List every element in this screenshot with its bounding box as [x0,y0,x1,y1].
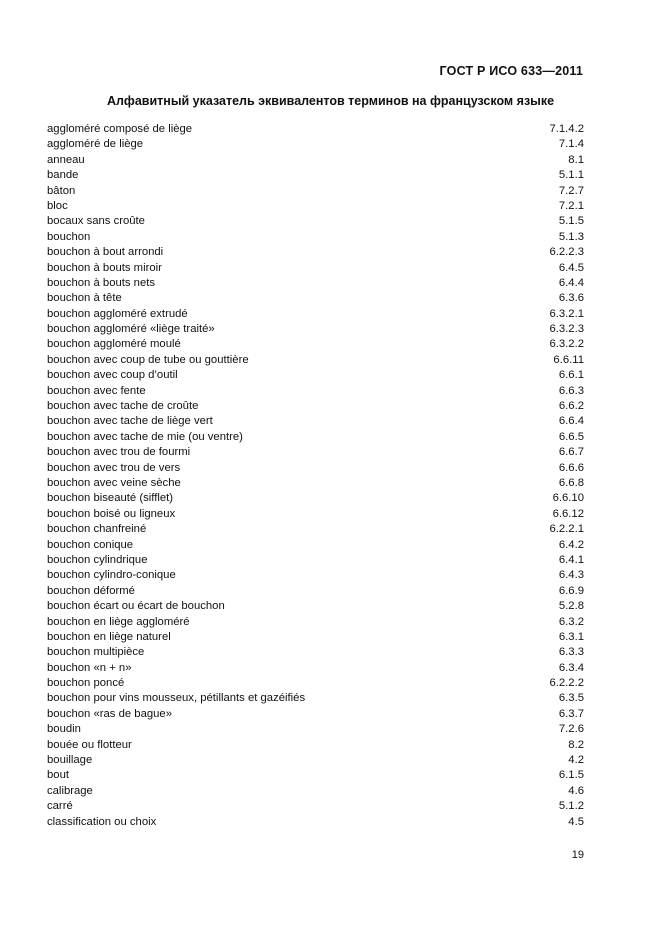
index-entry [47,245,584,260]
index-entry [47,399,584,414]
entry-term: bande [47,169,79,182]
index-entry [47,630,584,645]
index-title: Алфавитный указатель эквивалентов терминов на французском языке [106,94,555,108]
index-entry [47,507,584,522]
entry-reference: 6.3.4 [558,661,584,674]
entry-reference: 6.6.4 [558,415,584,428]
entry-reference: 4.6 [568,784,584,797]
entry-term: bouchon à bout arrondi [47,246,164,259]
entry-term: bouchon avec fente [47,384,146,397]
entry-reference: 6.6.3 [558,384,584,397]
entry-reference: 6.4.2 [558,538,584,551]
index-entry [47,276,584,291]
index-entry [47,738,584,753]
index-entry [47,584,584,599]
entry-term: bouchon aggloméré extrudé [47,307,188,320]
entry-term: bouchon avec coup d’outil [47,369,178,382]
entry-reference: 6.4.3 [558,569,584,582]
entry-reference: 6.6.1 [558,369,584,382]
index-entry [47,445,584,460]
index-entry [47,414,584,429]
index-entry [47,384,584,399]
entry-term: bouchon «ras de bague» [47,707,172,720]
entry-term: bloc [47,199,68,212]
entry-reference: 6.4.1 [558,553,584,566]
entry-term: anneau [47,153,85,166]
entry-term: bouchon avec trou de fourmi [47,446,191,459]
entry-reference: 6.4.4 [558,276,584,289]
entry-reference: 6.6.10 [552,492,584,505]
entry-term: bouchon biseauté (sifflet) [47,492,174,505]
index-entry [47,768,584,783]
entry-term: bâton [47,184,76,197]
index-entry [47,122,584,137]
index-entry [47,645,584,660]
entry-term: bouchon chanfreiné [47,523,147,536]
entry-reference: 6.3.2 [558,615,584,628]
entry-term: bouillage [47,754,93,767]
index-entry [47,722,584,737]
entry-term: bouchon à tête [47,292,122,305]
index-entry [47,337,584,352]
entry-term: bouchon déformé [47,584,135,597]
entry-term: bouchon avec tache de liège vert [47,415,213,428]
index-entry [47,799,584,814]
index-entry [47,815,584,830]
entry-reference: 6.3.1 [558,630,584,643]
entry-term: bouchon avec trou de vers [47,461,181,474]
entry-reference: 6.2.2.1 [549,523,584,536]
entry-term: bouchon écart ou écart de bouchon [47,600,225,613]
entry-term: bouchon à bouts nets [47,276,156,289]
entry-term: bouchon aggloméré «liège traité» [47,323,215,336]
index-entry [47,137,584,152]
index-entry [47,476,584,491]
index-entry [47,368,584,383]
entry-reference: 5.2.8 [558,600,584,613]
entry-reference: 5.1.1 [558,169,584,182]
index-entry [47,307,584,322]
entry-term: aggloméré composé de liège [47,123,193,135]
entry-term: bouchon boisé ou ligneux [47,507,176,520]
entry-term: calibrage [47,784,93,797]
entry-reference: 6.6.11 [553,353,584,366]
index-entry [47,707,584,722]
entry-reference: 8.2 [568,738,584,751]
document-code: ГОСТ Р ИСО 633—2011 [439,64,583,78]
index-entry [47,615,584,630]
entry-reference: 6.2.2.3 [549,246,584,259]
entry-term: bouchon poncé [47,677,125,690]
entry-term: bouchon à bouts miroir [47,261,162,274]
entry-reference: 7.2.6 [558,723,584,736]
entry-reference: 4.5 [568,815,584,828]
index-entry [47,522,584,537]
index-entry [47,538,584,553]
entry-term: bouchon en liège naturel [47,630,171,643]
entry-term: bouchon «n + n» [47,661,132,674]
entry-reference: 6.4.5 [558,261,584,274]
entry-reference: 5.1.3 [558,230,584,243]
entry-term: classification ou choix [47,815,157,828]
entry-reference: 6.3.2.1 [549,307,584,320]
entry-reference: 7.2.7 [558,184,584,197]
entry-reference: 7.2.1 [558,199,584,212]
entry-reference: 6.3.6 [558,292,584,305]
entry-reference: 6.6.2 [558,400,584,413]
entry-reference: 6.6.7 [558,446,584,459]
entry-reference: 6.3.7 [558,707,584,720]
entry-term: aggloméré de liège [47,138,144,151]
index-entry [47,199,584,214]
entry-term: bouchon cylindrique [47,553,148,566]
entry-term: bouchon en liège aggloméré [47,615,190,628]
entry-reference: 5.1.2 [558,800,584,813]
index-entry [47,661,584,676]
entry-term: bocaux sans croûte [47,215,145,228]
entry-reference: 6.1.5 [558,769,584,782]
entry-reference: 6.3.2.2 [549,338,584,351]
entry-term: bouchon aggloméré moulé [47,338,181,351]
page-number: 19 [571,849,584,861]
index-entry [47,568,584,583]
index-entry [47,230,584,245]
entry-term: bouchon cylindro-conique [47,569,176,582]
index-entry [47,491,584,506]
entry-term: bouchon [47,230,91,243]
index-entry [47,430,584,445]
entry-term: bouchon avec coup de tube ou gouttière [47,353,249,366]
index-entry [47,214,584,229]
entry-term: bouchon avec tache de mie (ou ventre) [47,430,243,443]
entry-reference: 6.6.12 [552,507,584,520]
entry-reference: 6.3.5 [558,692,584,705]
index-entry [47,784,584,799]
entry-term: bouchon pour vins mousseux, pétillants et gazéifiés [47,692,306,705]
entry-reference: 5.1.5 [558,215,584,228]
entry-term: carré [47,800,73,813]
entry-reference: 6.6.6 [558,461,584,474]
index-entry [47,461,584,476]
entry-term: bout [47,769,69,782]
entry-term: bouchon multipièce [47,646,145,659]
entry-reference: 6.2.2.2 [549,677,584,690]
entry-reference: 7.1.4.2 [549,123,584,135]
entry-reference: 7.1.4 [558,138,584,151]
index-entry [47,291,584,306]
index-entry [47,261,584,276]
index-entry [47,753,584,768]
index-entry [47,168,584,183]
index-entry [47,676,584,691]
entry-reference: 6.3.3 [558,646,584,659]
index-entry [47,599,584,614]
entry-term: bouchon avec tache de croûte [47,400,199,413]
entry-reference: 6.3.2.3 [549,323,584,336]
entry-reference: 4.2 [568,754,584,767]
index-entry [47,184,584,199]
entry-reference: 6.6.5 [558,430,584,443]
entry-term: bouée ou flotteur [47,738,132,751]
index-entry [47,691,584,706]
index-entry [47,353,584,368]
index-entry [47,553,584,568]
index-entry [47,322,584,337]
index-entry [47,153,584,168]
entry-reference: 8.1 [568,153,584,166]
entry-reference: 6.6.9 [558,584,584,597]
entry-term: bouchon avec veine sèche [47,476,181,489]
entry-term: boudin [47,723,81,736]
term-index-list [47,122,584,830]
entry-term: bouchon conique [47,538,134,551]
entry-reference: 6.6.8 [558,476,584,489]
